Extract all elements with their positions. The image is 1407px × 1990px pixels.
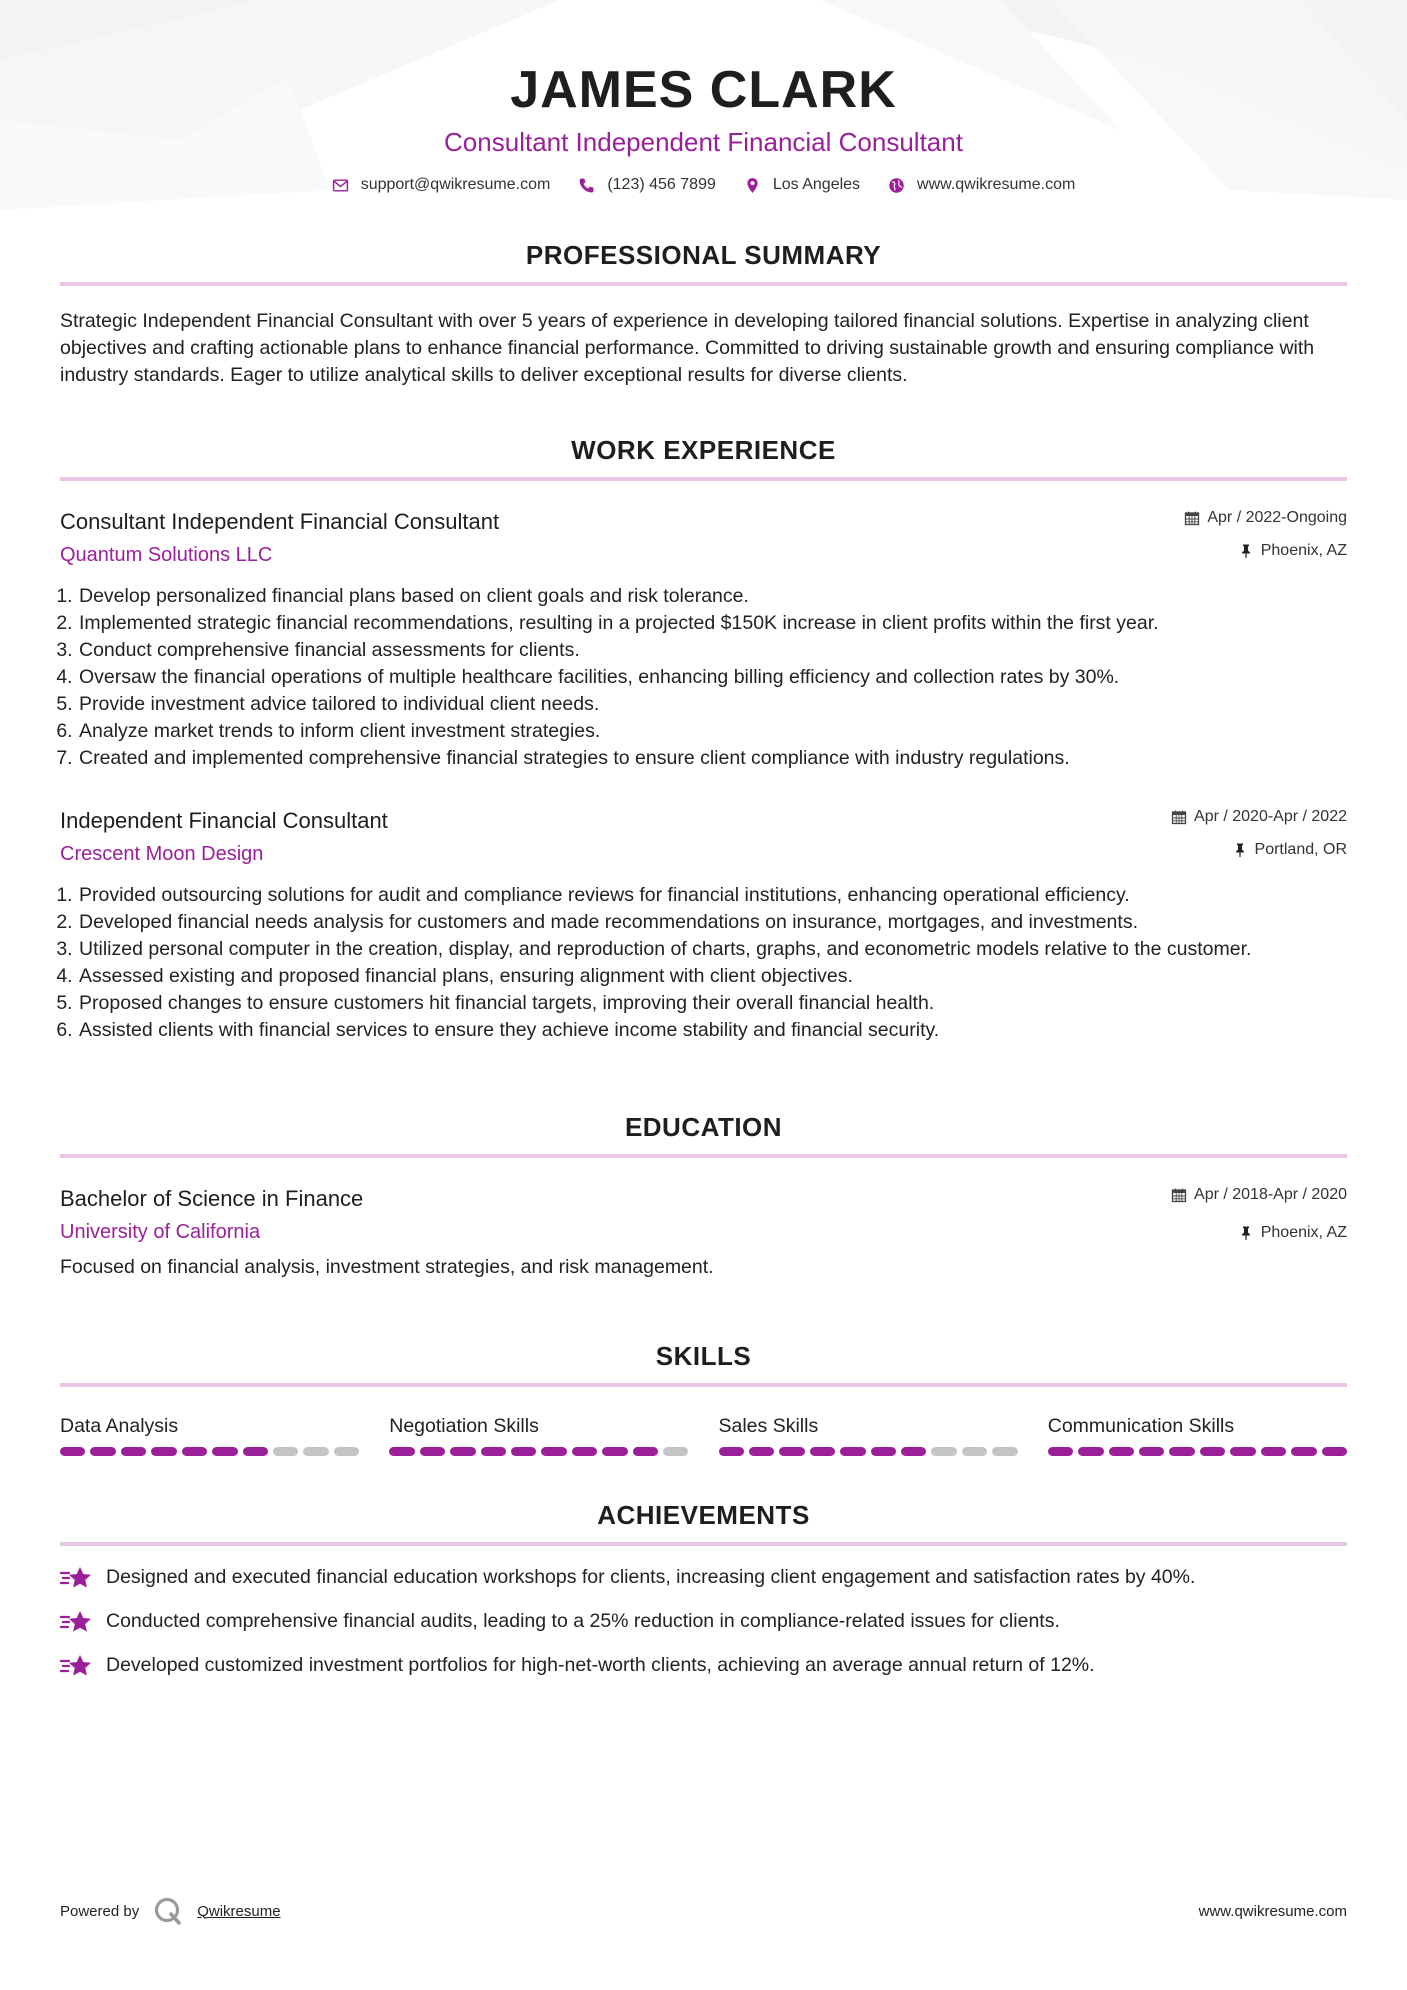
skill-dot-filled	[1230, 1447, 1255, 1456]
job-dates	[1184, 507, 1347, 529]
skill-dot-filled	[1291, 1447, 1316, 1456]
job-location-text: Phoenix, AZ	[1260, 542, 1347, 559]
education-location-text: Phoenix, AZ	[1260, 1224, 1347, 1241]
achievement-item	[60, 1608, 1347, 1635]
list-item: 4. Oversaw the financial operations of multiple healthcare facilities, enhancing billing efficiency and collection rates by 30%.	[78, 664, 1347, 691]
phone-text: (123) 456 7899	[607, 176, 716, 193]
skill-dot-empty	[931, 1447, 956, 1456]
list-item: 2. Developed financial needs analysis for customers and made recommendations on insurance, mortgages, and investments.	[78, 909, 1347, 936]
calendar-icon	[1184, 510, 1200, 526]
powered-by-label: Powered by	[60, 1902, 140, 1920]
list-item: 1. Provided outsourcing solutions for audit and compliance reviews for financial institutions, enhancing operational efficiency.	[78, 882, 1347, 909]
skill-rating	[1048, 1447, 1347, 1456]
candidate-title: Consultant Independent Financial Consultant	[444, 127, 963, 157]
skill-dot-filled	[1322, 1447, 1347, 1456]
skills-grid	[60, 1413, 1347, 1456]
skill-dot-filled	[511, 1447, 536, 1456]
skill-dot-filled	[901, 1447, 926, 1456]
skill-name: Data Analysis	[60, 1415, 179, 1437]
pushpin-icon	[1238, 543, 1254, 559]
skill-dot-filled	[90, 1447, 115, 1456]
degree-title: Bachelor of Science in Finance	[60, 1186, 364, 1211]
shooting-star-icon	[60, 1653, 94, 1679]
section-divider	[60, 477, 1347, 481]
section-divider	[60, 1542, 1347, 1546]
list-item: 7. Created and implemented comprehensive financial strategies to ensure client compliance with industry regulations.	[78, 745, 1347, 772]
candidate-name: JAMES CLARK	[510, 61, 897, 119]
skill-item	[1048, 1413, 1347, 1456]
achievement-text: Conducted comprehensive financial audits, leading to a 25% reduction in compliance-related issues for clients.	[106, 1610, 1060, 1632]
skill-dot-filled	[1109, 1447, 1134, 1456]
skill-dot-filled	[389, 1447, 414, 1456]
summary-text: Strategic Independent Financial Consultant with over 5 years of experience in developing tailored financial solutions. Expertise in analyzing client objectives and crafting actionable plans to enhance financial performance. Committed to driving sustainable growth and ensuring compliance with industry standards. Eager to utilize analytical skills to deliver exceptional results for diverse clients.	[60, 310, 1315, 386]
skill-item	[60, 1413, 359, 1456]
section-divider	[60, 1154, 1347, 1158]
skill-rating	[60, 1447, 359, 1456]
job-location	[1184, 540, 1347, 562]
list-item: 3. Conduct comprehensive financial assessments for clients.	[78, 637, 1347, 664]
resume-header	[60, 0, 1347, 194]
skill-dot-filled	[602, 1447, 627, 1456]
skill-dot-filled	[182, 1447, 207, 1456]
section-divider	[60, 282, 1347, 286]
contact-website[interactable]	[888, 176, 1075, 194]
contact-location	[744, 176, 860, 194]
website-text: www.qwikresume.com	[917, 176, 1076, 193]
skill-dot-filled	[481, 1447, 506, 1456]
achievements-list	[60, 1564, 1347, 1679]
achievements-section	[60, 1498, 1347, 1679]
list-item: 6. Assisted clients with financial services to ensure they achieve income stability and financial security.	[78, 1017, 1347, 1044]
skill-dot-filled	[420, 1447, 445, 1456]
job-title: Consultant Independent Financial Consultant	[60, 509, 500, 534]
skill-dot-filled	[1048, 1447, 1073, 1456]
shooting-star-icon	[60, 1609, 94, 1635]
job-dates-text: Apr / 2020-Apr / 2022	[1194, 808, 1347, 825]
skill-name: Negotiation Skills	[389, 1415, 539, 1437]
experience-section	[60, 433, 1347, 1044]
skills-section	[60, 1339, 1347, 1456]
job-entry	[60, 806, 1347, 1044]
job-title: Independent Financial Consultant	[60, 808, 388, 833]
skill-dot-filled	[541, 1447, 566, 1456]
job-location	[1171, 839, 1347, 861]
achievement-item	[60, 1652, 1347, 1679]
skill-dot-filled	[719, 1447, 744, 1456]
skill-dot-filled	[243, 1447, 268, 1456]
list-item: 5. Proposed changes to ensure customers hit financial targets, improving their overall financial health.	[78, 990, 1347, 1017]
skill-rating	[719, 1447, 1018, 1456]
skill-dot-filled	[1200, 1447, 1225, 1456]
page-footer	[60, 1896, 1347, 1926]
globe-icon	[888, 177, 905, 194]
list-item: 6. Analyze market trends to inform client investment strategies.	[78, 718, 1347, 745]
skill-dot-empty	[303, 1447, 328, 1456]
envelope-icon	[332, 177, 349, 194]
list-item: 2. Implemented strategic financial recommendations, resulting in a projected $150K increase in client profits within the first year.	[78, 610, 1347, 637]
skill-dot-filled	[1169, 1447, 1194, 1456]
skill-dot-filled	[121, 1447, 146, 1456]
skill-item	[719, 1413, 1018, 1456]
school-name: University of California	[60, 1221, 261, 1243]
skill-dot-filled	[450, 1447, 475, 1456]
skill-dot-filled	[749, 1447, 774, 1456]
job-responsibilities	[60, 583, 1347, 772]
email-text: support@qwikresume.com	[360, 176, 551, 193]
contact-bar	[60, 176, 1347, 194]
calendar-icon	[1171, 809, 1187, 825]
skill-dot-filled	[60, 1447, 85, 1456]
education-entry	[60, 1184, 1347, 1281]
education-section	[60, 1110, 1347, 1281]
list-item: 1. Develop personalized financial plans based on client goals and risk tolerance.	[78, 583, 1347, 610]
phone-icon	[578, 177, 595, 194]
list-item: 5. Provide investment advice tailored to individual client needs.	[78, 691, 1347, 718]
section-divider	[60, 1383, 1347, 1387]
achievement-item	[60, 1564, 1347, 1591]
list-item: 4. Assessed existing and proposed financial plans, ensuring alignment with client objectives.	[78, 963, 1347, 990]
pushpin-icon	[1232, 842, 1248, 858]
job-dates-text: Apr / 2022-Ongoing	[1207, 509, 1347, 526]
achievement-text: Developed customized investment portfolios for high-net-worth clients, achieving an average annual return of 12%.	[106, 1654, 1095, 1676]
list-item: 3. Utilized personal computer in the creation, display, and reproduction of charts, graphs, and econometric models relative to the customer.	[78, 936, 1347, 963]
section-title-summary: PROFESSIONAL SUMMARY	[525, 240, 882, 270]
skill-dot-filled	[572, 1447, 597, 1456]
skill-item	[389, 1413, 688, 1456]
skill-dot-filled	[1261, 1447, 1286, 1456]
brand-link[interactable]: Qwikresume	[197, 1902, 281, 1920]
skill-dot-filled	[871, 1447, 896, 1456]
pushpin-icon	[1238, 1225, 1254, 1241]
skill-name: Sales Skills	[718, 1415, 819, 1437]
education-dates-text: Apr / 2018-Apr / 2020	[1194, 1186, 1347, 1203]
skill-dot-filled	[633, 1447, 658, 1456]
summary-section	[60, 238, 1347, 389]
company-name: Quantum Solutions LLC	[60, 544, 273, 566]
skill-dot-filled	[1139, 1447, 1164, 1456]
calendar-icon	[1171, 1187, 1187, 1203]
skill-dot-empty	[663, 1447, 688, 1456]
company-name: Crescent Moon Design	[60, 843, 264, 865]
skill-dot-empty	[334, 1447, 359, 1456]
qwikresume-logo-icon	[153, 1896, 183, 1926]
education-location	[1171, 1222, 1347, 1244]
section-title-education: EDUCATION	[624, 1112, 783, 1142]
section-title-skills: SKILLS	[655, 1341, 752, 1371]
skill-dot-filled	[1078, 1447, 1103, 1456]
skill-dot-empty	[992, 1447, 1017, 1456]
skill-dot-filled	[840, 1447, 865, 1456]
skill-dot-empty	[273, 1447, 298, 1456]
skill-dot-filled	[212, 1447, 237, 1456]
skill-dot-filled	[810, 1447, 835, 1456]
map-pin-icon	[744, 177, 761, 194]
powered-by	[60, 1896, 281, 1926]
skill-dot-empty	[962, 1447, 987, 1456]
shooting-star-icon	[60, 1565, 94, 1591]
skill-rating	[389, 1447, 688, 1456]
skill-dot-filled	[779, 1447, 804, 1456]
skill-dot-filled	[151, 1447, 176, 1456]
job-dates	[1171, 806, 1347, 828]
job-location-text: Portland, OR	[1254, 841, 1347, 858]
contact-email[interactable]	[332, 176, 551, 194]
footer-website[interactable]: www.qwikresume.com	[1198, 1902, 1347, 1920]
contact-phone[interactable]	[578, 176, 716, 194]
location-text: Los Angeles	[772, 176, 861, 193]
education-description: Focused on financial analysis, investment strategies, and risk management.	[60, 1256, 714, 1278]
job-entry	[60, 507, 1347, 772]
education-dates	[1171, 1184, 1347, 1206]
section-title-experience: WORK EXPERIENCE	[571, 435, 836, 465]
skill-name: Communication Skills	[1047, 1415, 1235, 1437]
achievement-text: Designed and executed financial education workshops for clients, increasing client engagement and satisfaction rates by 40%.	[106, 1566, 1196, 1588]
job-responsibilities	[60, 882, 1347, 1044]
section-title-achievements: ACHIEVEMENTS	[597, 1500, 810, 1530]
